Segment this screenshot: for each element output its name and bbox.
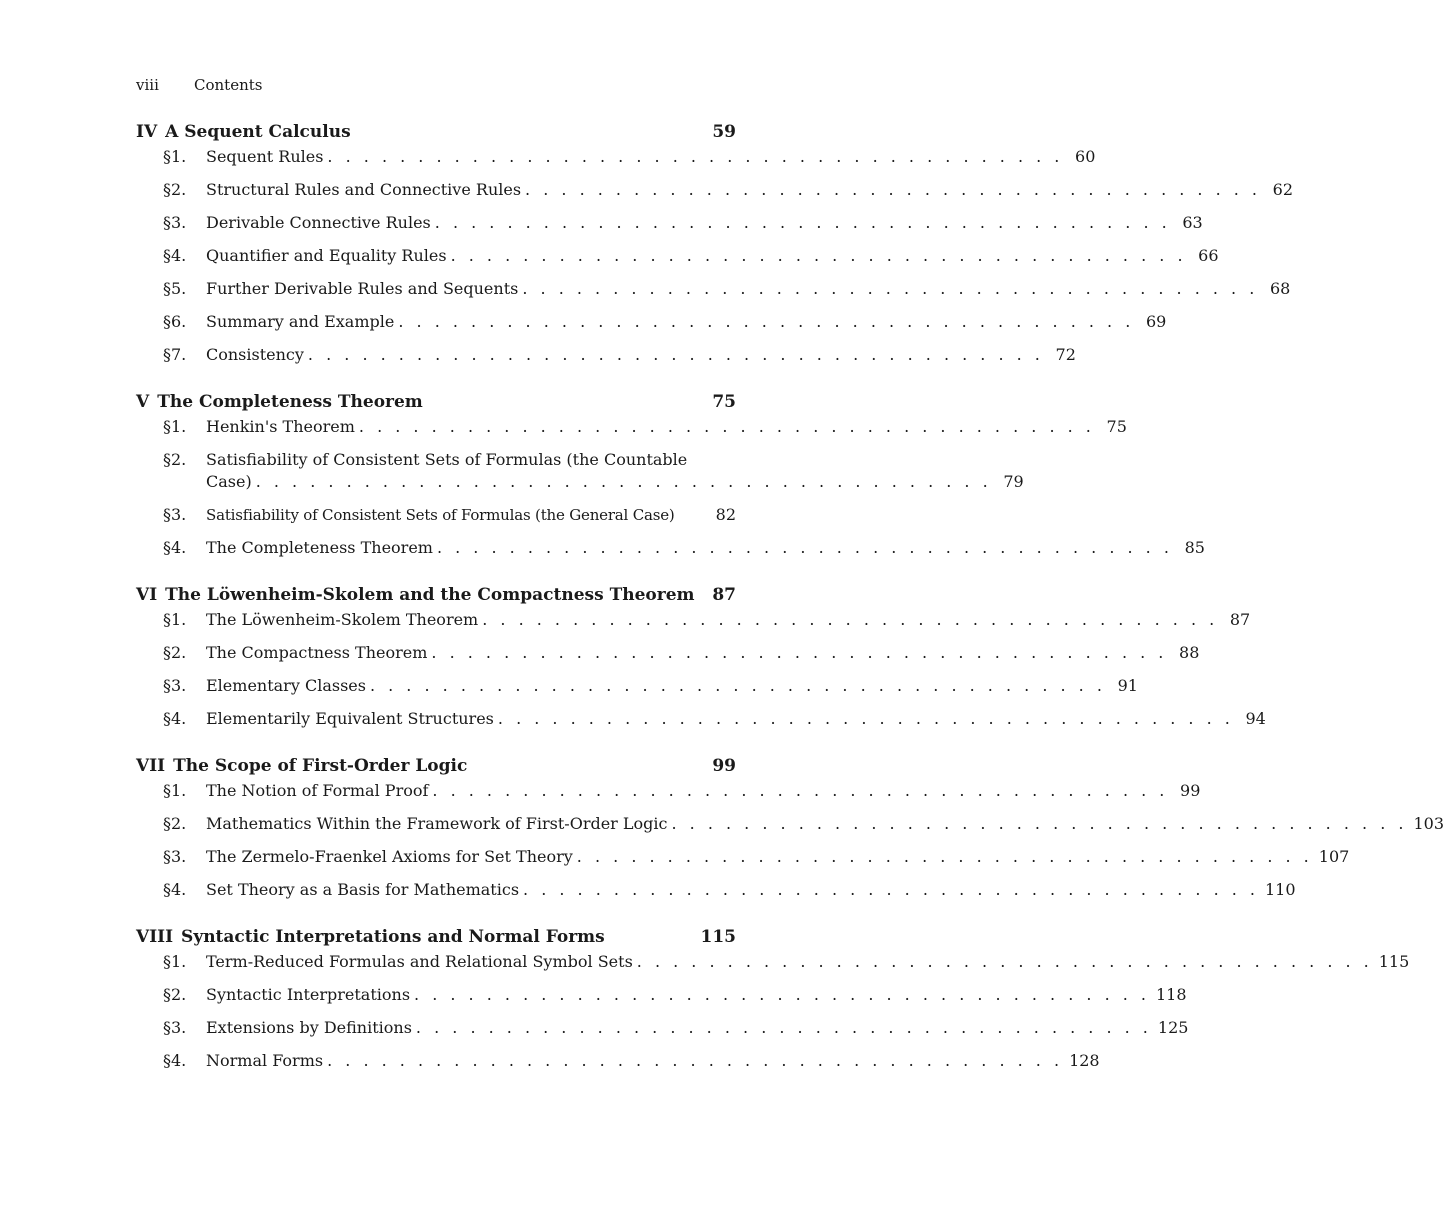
chapter-number: VIII: [136, 927, 174, 947]
section-number: §3.: [163, 676, 187, 695]
section-title: Derivable Connective Rules: [206, 213, 431, 232]
toc-entry[interactable]: [136, 416, 1127, 438]
dot-leader: . . . . . . . . . . . . . . . . . . . . . . . . . . . . . . . . . . . . . . . . .: [576, 847, 1313, 866]
section-page-number: 88: [1179, 643, 1200, 662]
toc-entry[interactable]: [136, 449, 1024, 493]
section-title: Quantifier and Equality Rules: [206, 246, 447, 265]
chapter-viii: [136, 923, 1410, 1072]
toc-entry[interactable]: [136, 212, 1203, 234]
section-page-number: 107: [1318, 847, 1350, 866]
toc-entry[interactable]: [136, 780, 1201, 802]
toc-entry[interactable]: [136, 846, 1350, 868]
toc-entry[interactable]: [136, 708, 1266, 730]
section-number: §2.: [163, 985, 187, 1004]
dot-leader: . . . . . . . . . . . . . . . . . . . . . . . . . . . . . . . . . . . . . . . . .: [523, 880, 1259, 899]
section-number: §2.: [163, 450, 187, 469]
section-page-number: 62: [1272, 180, 1294, 199]
toc-entry[interactable]: [136, 1050, 1100, 1072]
toc-entry[interactable]: [136, 984, 1187, 1006]
section-number: §4.: [163, 246, 187, 265]
section-page-number: 103: [1413, 814, 1444, 833]
chapter-heading[interactable]: [136, 388, 736, 416]
section-title: Extensions by Definitions: [206, 1018, 412, 1037]
section-number: §1.: [163, 147, 187, 166]
toc-entry[interactable]: [136, 813, 1444, 835]
section-title-line-2: Case): [206, 472, 252, 491]
toc-entry[interactable]: [136, 609, 1251, 631]
section-number: §1.: [163, 417, 187, 436]
section-title: Set Theory as a Basis for Mathematics: [206, 880, 520, 899]
section-title: Term-Reduced Formulas and Relational Symbol Sets: [206, 952, 633, 971]
section-page-number: 87: [1229, 610, 1251, 629]
section-number: §2.: [163, 814, 187, 833]
section-title: Elementarily Equivalent Structures: [206, 709, 494, 728]
chapter-page-number: 75: [712, 392, 736, 412]
section-title: Syntactic Interpretations: [206, 985, 411, 1004]
section-title: Satisfiability of Consistent Sets of Formulas (the General Case): [206, 506, 675, 524]
section-title: Mathematics Within the Framework of First-Order Logic: [206, 814, 668, 833]
dot-leader: . . . . . . . . . . . . . . . . . . . . . . . . . . . . . . . . . . . . . . . . .: [369, 676, 1106, 695]
chapter-title: The Scope of First-Order Logic: [173, 756, 468, 776]
chapter-page-number: 87: [712, 585, 736, 605]
chapter-heading[interactable]: [136, 118, 736, 146]
dot-leader: . . . . . . . . . . . . . . . . . . . . . . . . . . . . . . . . . . . . . . . . .: [522, 279, 1259, 298]
section-page-number: 91: [1117, 676, 1138, 695]
chapter-vi: [136, 581, 1266, 730]
section-page-number: 125: [1157, 1018, 1189, 1037]
toc-entry[interactable]: [136, 179, 1294, 201]
section-page-number: 75: [1106, 417, 1127, 436]
table-of-contents: [136, 118, 1444, 1094]
chapter-title: Syntactic Interpretations and Normal Forms: [181, 927, 605, 947]
dot-leader: . . . . . . . . . . . . . . . . . . . . . . . . . . . . . . . . . . . . . . . . .: [414, 985, 1150, 1004]
section-page-number: 128: [1069, 1051, 1100, 1070]
section-page-number: 82: [715, 505, 736, 524]
section-title: The Completeness Theorem: [206, 538, 433, 557]
dot-leader: . . . . . . . . . . . . . . . . . . . . . . . . . . . . . . . . . . . . . . . . .: [436, 538, 1173, 557]
section-title: Henkin's Theorem: [206, 417, 355, 436]
section-number: §4.: [163, 709, 187, 728]
dot-leader: . . . . . . . . . . . . . . . . . . . . . . . . . . . . . . . . . . . . . . . . .: [431, 643, 1168, 662]
toc-entry[interactable]: [136, 504, 736, 526]
section-number: §4.: [163, 538, 187, 557]
section-page-number: 60: [1075, 147, 1096, 166]
dot-leader: . . . . . . . . . . . . . . . . . . . . . . . . . . . . . . . . . . . . . . . . .: [398, 312, 1135, 331]
section-number: §7.: [163, 345, 187, 364]
section-title-line-1: Satisfiability of Consistent Sets of Formulas (the Countable: [206, 450, 688, 469]
chapter-v: [136, 388, 1205, 559]
section-number: §3.: [163, 505, 187, 524]
section-number: §2.: [163, 180, 187, 199]
dot-leader: . . . . . . . . . . . . . . . . . . . . . . . . . . . . . . . . . . . . . . . . .: [636, 952, 1373, 971]
chapter-heading[interactable]: [136, 752, 736, 780]
section-page-number: 94: [1245, 709, 1266, 728]
toc-entry[interactable]: [136, 879, 1296, 901]
section-title: Further Derivable Rules and Sequents: [206, 279, 519, 298]
section-page-number: 79: [1003, 472, 1024, 491]
dot-leader: . . . . . . . . . . . . . . . . . . . . . . . . . . . . . . . . . . . . . . . . .: [434, 213, 1171, 232]
toc-entry[interactable]: [136, 278, 1291, 300]
section-number: §6.: [163, 312, 187, 331]
section-page-number: 63: [1182, 213, 1203, 232]
chapter-title: The Löwenheim-Skolem and the Compactness Theorem: [165, 585, 695, 605]
dot-leader: . . . . . . . . . . . . . . . . . . . . . . . . . . . . . . . . . . . . . . . . .: [525, 180, 1262, 199]
chapter-title: The Completeness Theorem: [157, 392, 423, 412]
chapter-page-number: 59: [712, 122, 736, 142]
chapter-heading[interactable]: [136, 923, 736, 951]
section-page-number: 72: [1055, 345, 1076, 364]
chapter-heading[interactable]: [136, 581, 736, 609]
section-number: §3.: [163, 213, 187, 232]
section-title: The Notion of Formal Proof: [206, 781, 429, 800]
section-page-number: 85: [1184, 538, 1205, 557]
page-folio: viii: [136, 76, 159, 94]
chapter-number: IV: [136, 122, 158, 142]
section-number: §1.: [163, 781, 187, 800]
chapter-page-number: 99: [712, 756, 736, 776]
section-number: §1.: [163, 610, 187, 629]
section-page-number: 66: [1198, 246, 1219, 265]
section-number: §5.: [163, 279, 187, 298]
dot-leader: . . . . . . . . . . . . . . . . . . . . . . . . . . . . . . . . . . . . . . . . .: [671, 814, 1408, 833]
toc-entry[interactable]: [136, 642, 1200, 664]
section-number: §3.: [163, 1018, 187, 1037]
section-number: §4.: [163, 1051, 187, 1070]
toc-entry[interactable]: [136, 146, 1096, 168]
section-number: §3.: [163, 847, 187, 866]
section-page-number: 110: [1265, 880, 1296, 899]
toc-entry[interactable]: [136, 537, 1205, 559]
section-title: Elementary Classes: [206, 676, 366, 695]
dot-leader: . . . . . . . . . . . . . . . . . . . . . . . . . . . . . . . . . . . . . . . . .: [450, 246, 1187, 265]
chapter-title: A Sequent Calculus: [165, 122, 351, 142]
toc-entry[interactable]: [136, 1017, 1189, 1039]
section-number: §1.: [163, 952, 187, 971]
section-title: Consistency: [206, 345, 304, 364]
dot-leader: . . . . . . . . . . . . . . . . . . . . . . . . . . . . . . . . . . . . . . . . .: [497, 709, 1234, 728]
section-title: Sequent Rules: [206, 147, 324, 166]
dot-leader: . . . . . . . . . . . . . . . . . . . . . . . . . . . . . . . . . . . . . . . . .: [307, 345, 1044, 364]
section-page-number: 68: [1269, 279, 1291, 298]
dot-leader: . . . . . . . . . . . . . . . . . . . . . . . . . . . . . . . . . . . . . . . . .: [255, 472, 992, 491]
section-page-number: 115: [1378, 952, 1410, 971]
section-number: §2.: [163, 643, 187, 662]
section-page-number: 69: [1145, 312, 1167, 331]
dot-leader: . . . . . . . . . . . . . . . . . . . . . . . . . . . . . . . . . . . . . . . . .: [327, 147, 1064, 166]
section-page-number: 118: [1156, 985, 1187, 1004]
toc-entry[interactable]: [136, 344, 1076, 366]
section-title: The Löwenheim-Skolem Theorem: [206, 610, 479, 629]
section-title: The Zermelo-Fraenkel Axioms for Set Theory: [206, 847, 573, 866]
toc-entry[interactable]: [136, 675, 1138, 697]
dot-leader: . . . . . . . . . . . . . . . . . . . . . . . . . . . . . . . . . . . . . . . . .: [358, 417, 1095, 436]
chapter-page-number: 115: [700, 927, 736, 947]
toc-entry[interactable]: [136, 951, 1410, 973]
section-title: Summary and Example: [206, 312, 395, 331]
toc-entry[interactable]: [136, 311, 1167, 333]
dot-leader: . . . . . . . . . . . . . . . . . . . . . . . . . . . . . . . . . . . . . . . . .: [415, 1018, 1152, 1037]
section-number: §4.: [163, 880, 187, 899]
chapter-number: VII: [136, 756, 166, 776]
chapter-vii: [136, 752, 1444, 901]
running-head-title: Contents: [194, 76, 263, 94]
toc-entry[interactable]: [136, 245, 1219, 267]
section-title: The Compactness Theorem: [206, 643, 428, 662]
section-title: Structural Rules and Connective Rules: [206, 180, 522, 199]
dot-leader: . . . . . . . . . . . . . . . . . . . . . . . . . . . . . . . . . . . . . . . . .: [432, 781, 1169, 800]
section-title: Normal Forms: [206, 1051, 324, 1070]
dot-leader: . . . . . . . . . . . . . . . . . . . . . . . . . . . . . . . . . . . . . . . . .: [482, 610, 1219, 629]
chapter-number: VI: [136, 585, 158, 605]
chapter-iv: [136, 118, 1294, 366]
running-head: [136, 76, 262, 94]
chapter-number: V: [136, 392, 150, 412]
dot-leader: . . . . . . . . . . . . . . . . . . . . . . . . . . . . . . . . . . . . . . . . .: [327, 1051, 1064, 1070]
section-page-number: 99: [1180, 781, 1201, 800]
